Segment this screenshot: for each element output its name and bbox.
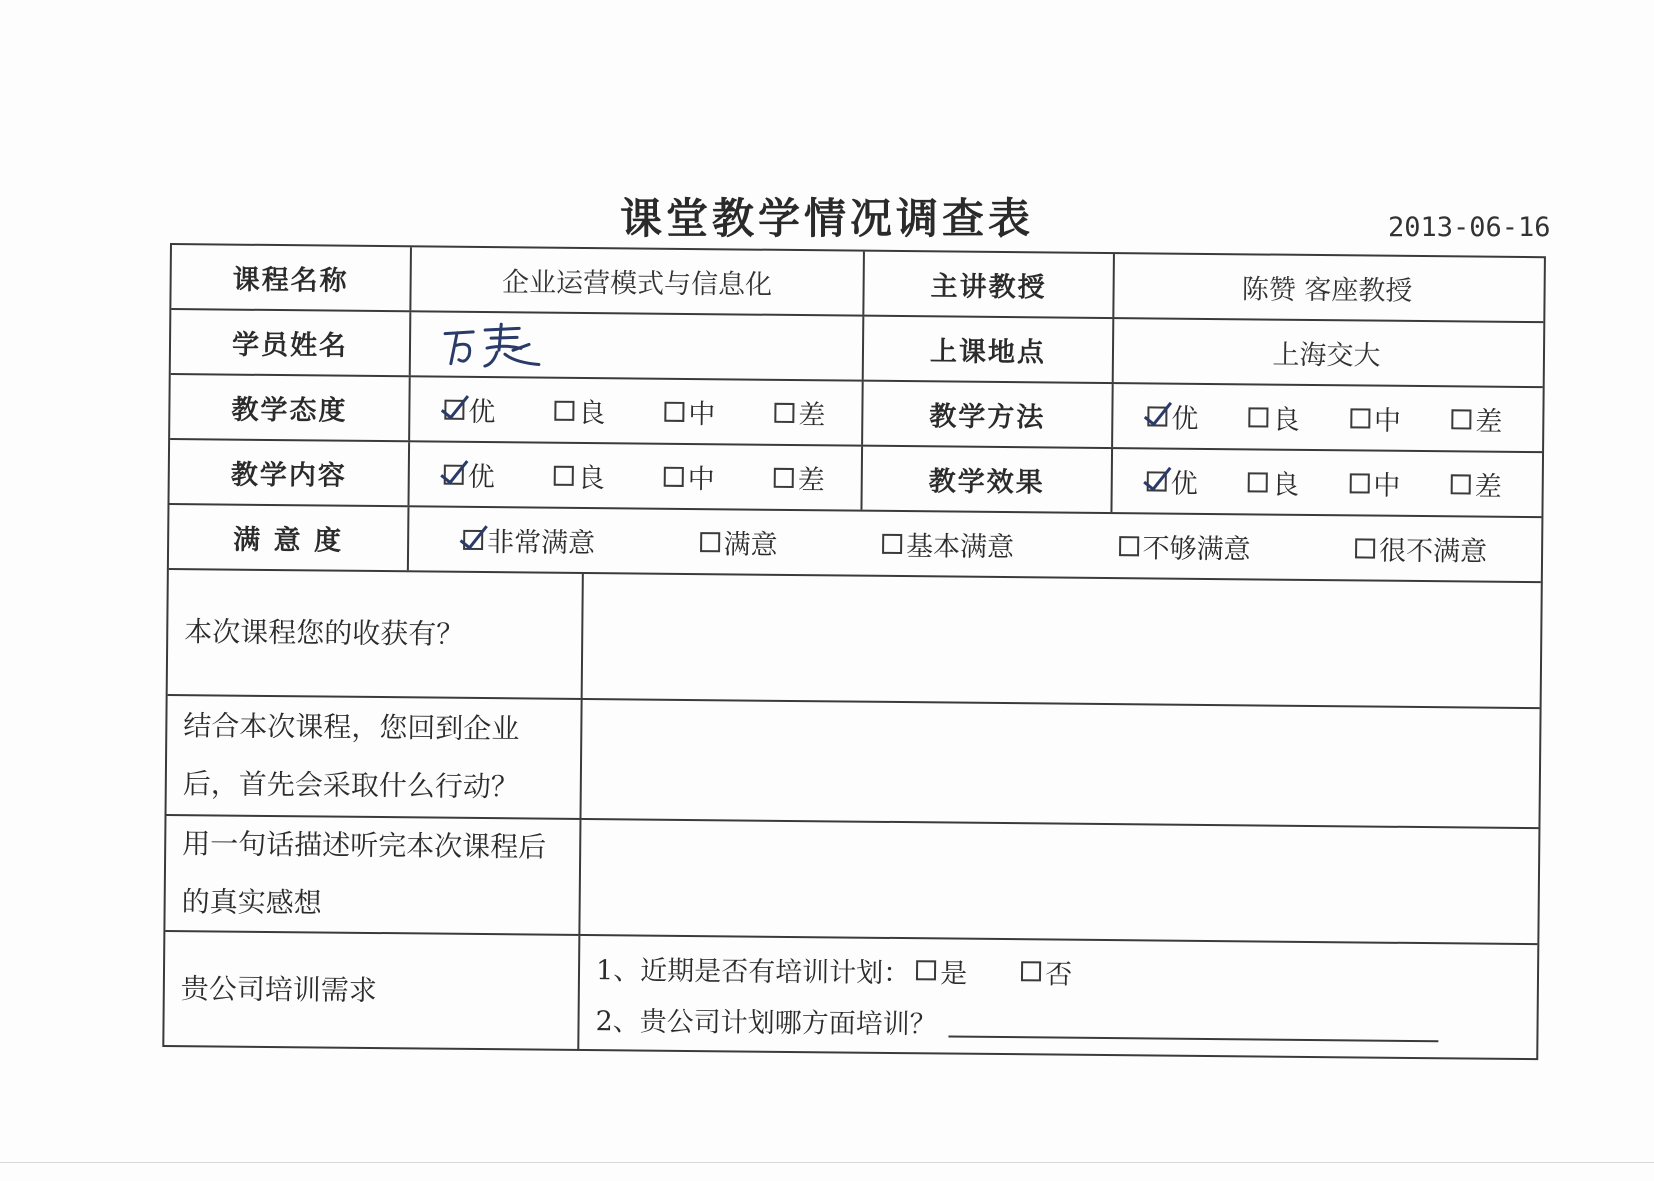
method-option-poor[interactable] — [1451, 399, 1502, 438]
option-label: 优 — [1171, 403, 1199, 435]
effect-option-good[interactable] — [1248, 462, 1299, 501]
content-option-poor[interactable] — [774, 458, 825, 497]
method-options — [1113, 384, 1539, 451]
checkbox[interactable] — [1021, 961, 1041, 981]
checkbox[interactable] — [1119, 536, 1139, 556]
satisfaction-option-very[interactable] — [463, 520, 595, 560]
attitude-option-good[interactable] — [554, 391, 605, 430]
checkbox[interactable] — [1249, 407, 1269, 427]
checkbox[interactable] — [700, 532, 720, 552]
option-label: 满意 — [723, 529, 778, 561]
option-label: 基本满意 — [905, 531, 1015, 564]
question-gains-label: 本次课程您的收获有？ — [168, 570, 584, 698]
method-option-excellent[interactable] — [1147, 396, 1198, 435]
location-value: 上海交大 — [1272, 339, 1381, 372]
checkbox[interactable] — [1451, 409, 1471, 429]
option-label: 中 — [688, 398, 716, 431]
option-label: 中 — [687, 463, 715, 496]
scan-edge-line — [0, 1162, 1654, 1163]
effect-option-fair[interactable] — [1349, 463, 1400, 502]
lecturer-value: 陈赞 客座教授 — [1241, 274, 1413, 307]
checkbox[interactable] — [774, 467, 794, 487]
checkbox[interactable] — [1355, 538, 1375, 558]
training-area-question: 2、贵公司计划哪方面培训？ — [595, 1005, 937, 1040]
effect-option-poor[interactable] — [1451, 464, 1502, 503]
checkbox-checked[interactable] — [1147, 471, 1167, 491]
attitude-label: 教学态度 — [170, 375, 411, 440]
checkbox[interactable] — [554, 400, 574, 420]
checkbox-checked[interactable] — [463, 529, 483, 549]
question-feeling-label: 用一句话描述听完本次课程后的真实感想 — [165, 816, 581, 934]
content-options — [409, 442, 863, 509]
checkbox[interactable] — [916, 960, 936, 980]
content-option-excellent[interactable] — [444, 455, 495, 494]
attitude-options — [410, 377, 864, 444]
lecturer-label: 主讲教授 — [864, 252, 1115, 317]
attitude-option-excellent[interactable] — [444, 390, 495, 429]
effect-option-excellent[interactable] — [1147, 461, 1198, 500]
option-label: 良 — [1272, 404, 1300, 436]
row-question-gains — [168, 570, 1541, 709]
survey-form — [162, 243, 1546, 1060]
option-label: 优 — [1170, 468, 1198, 500]
option-label: 非常满意 — [486, 527, 596, 560]
option-label: 优 — [467, 461, 495, 494]
checkbox[interactable] — [882, 533, 902, 553]
checkbox[interactable] — [774, 402, 794, 422]
option-label: 很不满意 — [1378, 535, 1488, 568]
method-option-good[interactable] — [1249, 397, 1300, 436]
answer-action-field[interactable] — [581, 700, 1539, 827]
row-question-feeling — [165, 816, 1538, 945]
satisfaction-option-insufficient[interactable] — [1118, 526, 1250, 566]
checkbox[interactable] — [1350, 408, 1370, 428]
question-action-label: 结合本次课程，您回到企业后，首先会采取什么行动？ — [167, 696, 583, 818]
row-training-needs — [164, 932, 1537, 1058]
training-plan-yes[interactable] — [916, 951, 967, 990]
location-label: 上课地点 — [864, 317, 1115, 382]
option-label: 中 — [1373, 470, 1401, 502]
option-label: 良 — [1271, 469, 1300, 501]
option-label: 优 — [468, 396, 496, 429]
handwritten-signature — [439, 319, 549, 370]
option-label: 差 — [797, 465, 825, 497]
satisfaction-option-basic[interactable] — [882, 524, 1014, 564]
form-title: 课堂教学情况调查表 — [619, 194, 1034, 243]
option-label: 否 — [1045, 958, 1073, 991]
training-area-blank[interactable] — [949, 1006, 1439, 1043]
student-name-field[interactable] — [411, 312, 865, 379]
attitude-option-poor[interactable] — [774, 393, 825, 432]
training-needs-answers — [579, 936, 1537, 1058]
row-question-action — [166, 696, 1539, 829]
option-label: 差 — [1475, 406, 1503, 438]
option-label: 良 — [578, 397, 606, 430]
option-label: 差 — [1474, 471, 1502, 503]
content-label: 教学内容 — [170, 440, 411, 505]
option-label: 良 — [577, 462, 605, 495]
method-option-fair[interactable] — [1350, 398, 1401, 437]
checkbox-checked[interactable] — [444, 464, 464, 484]
course-name-label: 课程名称 — [171, 245, 412, 310]
option-label: 中 — [1373, 405, 1402, 437]
checkbox-checked[interactable] — [444, 399, 464, 419]
effect-label: 教学效果 — [862, 447, 1113, 512]
effect-options — [1112, 449, 1538, 516]
student-name-label: 学员姓名 — [171, 310, 412, 375]
answer-feeling-field[interactable] — [580, 820, 1538, 943]
method-label: 教学方法 — [863, 382, 1114, 447]
checkbox[interactable] — [1349, 473, 1369, 493]
satisfaction-options — [409, 507, 1542, 581]
attitude-option-fair[interactable] — [664, 392, 715, 431]
content-option-good[interactable] — [554, 456, 605, 495]
checkbox-checked[interactable] — [1147, 406, 1167, 426]
checkbox[interactable] — [664, 466, 684, 486]
satisfaction-option-satisfied[interactable] — [699, 522, 777, 562]
option-label: 差 — [798, 400, 826, 432]
option-label: 是 — [940, 957, 968, 990]
satisfaction-option-very-unsatisfied[interactable] — [1355, 528, 1487, 568]
training-plan-no[interactable] — [1021, 952, 1072, 991]
training-area-line — [595, 999, 1439, 1046]
checkbox[interactable] — [1451, 474, 1471, 494]
training-needs-label: 贵公司培训需求 — [164, 932, 580, 1049]
answer-gains-field[interactable] — [583, 574, 1541, 707]
checkbox[interactable] — [1248, 472, 1268, 492]
course-name-value: 企业运营模式与信息化 — [411, 247, 865, 314]
training-plan-question: 1、近期是否有培训计划： — [595, 954, 911, 989]
training-plan-line — [596, 948, 1073, 992]
checkbox[interactable] — [554, 465, 574, 485]
checkbox[interactable] — [664, 401, 684, 421]
content-option-fair[interactable] — [664, 457, 715, 496]
form-date: 2013-06-16 — [1388, 212, 1551, 243]
satisfaction-label: 满 意 度 — [169, 505, 410, 570]
option-label: 不够满意 — [1142, 533, 1251, 566]
